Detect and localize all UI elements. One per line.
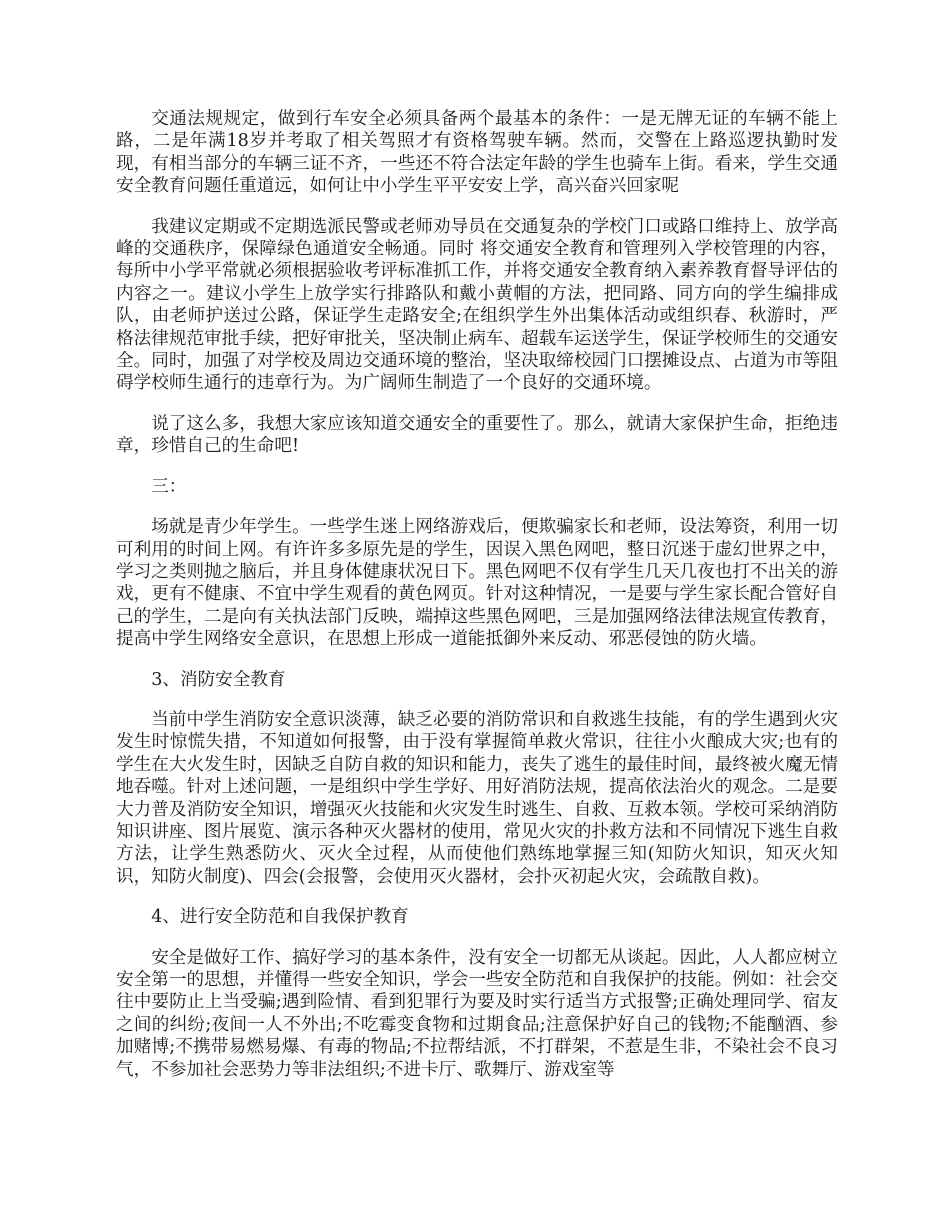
paragraph-internet-safety: 场就是青少年学生。一些学生迷上网络游戏后，便欺骗家长和老师，设法筹资，利用一切可利用的时间上网。有许许多多原先是的学生，因误入黑色网吧，整日沉迷于虚幻世界之中，学习之类则抛之脑后，并且身体健康状况日下。黑色网吧不仅有学生几天几夜也打不出关的游戏，更有不健康、不宜中学生观看的黄色网页。针对这种情况，一是要与学生家长配合管好自己的学生，二是向有关执法部门反映，端掉这些黑色网吧，三是加强网络法律法规宣传教育，提高中学生网络安全意识，在思想上形成一道能抵御外来反动、邪恶侵蚀的防火墙。 bbox=[116, 517, 838, 650]
section-heading-three: 三： bbox=[151, 476, 187, 497]
paragraph-traffic-suggestions: 我建议定期或不定期选派民警或老师劝导员在交通复杂的学校门口或路口维持上、放学高峰的交通秩序，保障绿色通道安全畅通。同时 将交通安全教育和管理列入学校管理的内容，每所中小学平常就必须根据验收考评标准抓工作，并将交通安全教育纳入素养教育督导评估的内容之一。建议小学生上放学实行排路队和戴小黄帽的方法，把同路、同方向的学生编排成队，由老师护送过公路，保证学生走路安全;在组织学生外出集体活动或组织春、秋游时，严格法律规范审批手续，把好审批关，坚决制止病车、超载车运送学生，保证学校师生的交通安全。同时，加强了对学校及周边交通环境的整治，坚决取缔校园门口摆摊设点、占道为市等阻碍学校师生通行的违章行为。为广阔师生制造了一个良好的交通环境。 bbox=[116, 216, 838, 394]
document-body bbox=[116, 108, 838, 1099]
paragraph-traffic-conclusion: 说了这么多，我想大家应该知道交通安全的重要性了。那么，就请大家保护生命，拒绝违章，珍惜自己的生命吧! bbox=[116, 413, 838, 457]
paragraph-fire-safety: 当前中学生消防安全意识淡薄，缺乏必要的消防常识和自救逃生技能，有的学生遇到火灾发生时惊慌失措，不知道如何报警，由于没有掌握简单救火常识，往往小火酿成大灾;也有的学生在大火发生时，因缺乏自防自救的知识和能力，丧失了逃生的最佳时间，最终被火魔无情地吞噬。针对上述问题，一是组织中学生学好、用好消防法规，提高依法治火的观念。二是要大力普及消防安全知识，增强灭火技能和火灾发生时逃生、自救、互救本领。学校可采纳消防知识讲座、图片展览、演示各种灭火器材的使用，常见火灾的扑救方法和不同情况下逃生自救方法，让学生熟悉防火、灭火全过程，从而使他们熟练地掌握三知(知防火知识，知灭火知识，知防火制度)、四会(会报警，会使用灭火器材，会扑灭初起火灾，会疏散自救)。 bbox=[116, 709, 838, 887]
section-heading-self-protection: 4、进行安全防范和自我保护教育 bbox=[151, 907, 409, 928]
paragraph-self-protection: 安全是做好工作、搞好学习的基本条件，没有安全一切都无从谈起。因此，人人都应树立安全第一的思想，并懂得一些安全知识，学会一些安全防范和自我保护的技能。例如：社会交往中要防止上当受骗;遇到险情、看到犯罪行为要及时实行适当方式报警;正确处理同学、宿友之间的纠纷;夜间一人不外出;不吃霉变食物和过期食品;注意保护好自己的钱物;不能酗酒、参加赌博;不携带易燃易爆、有毒的物品;不拉帮结派，不打群架，不惹是生非，不染社会不良习气，不参加社会恶势力等非法组织;不进卡厅、歌舞厅、游戏室等 bbox=[116, 947, 838, 1080]
section-heading-fire-safety: 3、消防安全教育 bbox=[151, 669, 286, 690]
paragraph-traffic-rules: 交通法规规定，做到行车安全必须具备两个最基本的条件：一是无牌无证的车辆不能上路，二是年满18岁并考取了相关驾照才有资格驾驶车辆。然而，交警在上路巡逻执勤时发现，有相当部分的车辆三证不齐，一些还不符合法定年龄的学生也骑车上街。看来，学生交通安全教育问题任重道远，如何让中小学生平平安安上学，高兴奋兴回家呢 bbox=[116, 109, 838, 197]
